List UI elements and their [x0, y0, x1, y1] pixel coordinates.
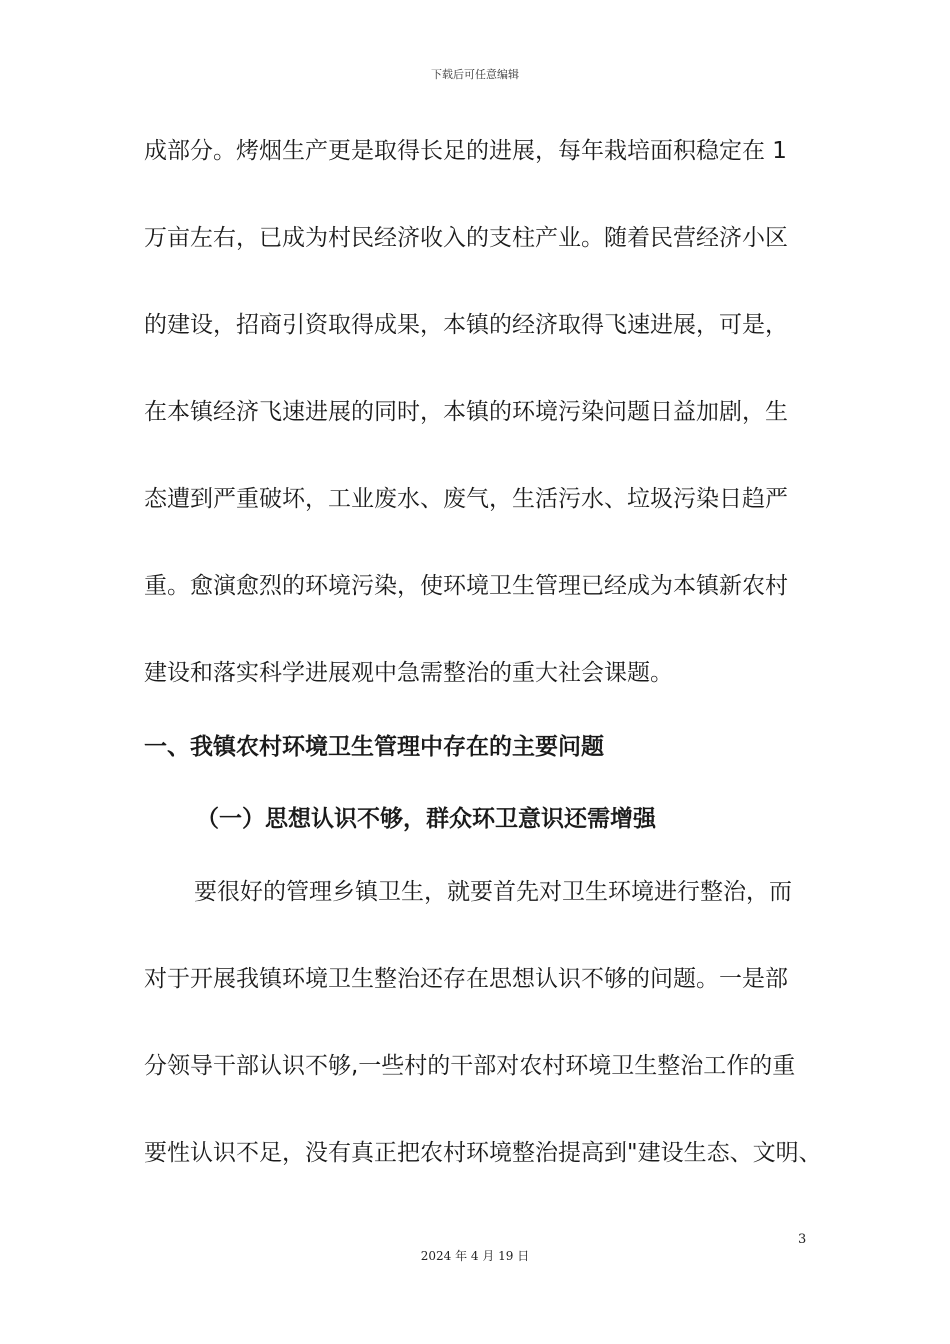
body-line-5: 态遭到严重破坏，工业废水、废气，生活污水、垃圾污染日趋严 [144, 486, 788, 512]
section-heading: 一、我镇农村环境卫生管理中存在的主要问题 [144, 734, 604, 760]
para2-line-1: 要很好的管理乡镇卫生，就要首先对卫生环境进行整治，而 [194, 879, 792, 905]
header-note: 下载后可任意编辑 [431, 68, 519, 81]
body-line-2: 万亩左右，已成为村民经济收入的支柱产业。随着民营经济小区 [144, 225, 788, 251]
para2-line-4: 要性认识不足，没有真正把农村环境整治提高到"建设生态、文明、 [144, 1140, 822, 1166]
footer-date: 2024 年 4 月 19 日 [420, 1249, 530, 1263]
body-line-1: 成部分。烤烟生产更是取得长足的进展，每年栽培面积稳定在 1 [144, 138, 787, 164]
para2-line-3: 分领导干部认识不够,一些村的干部对农村环境卫生整治工作的重 [144, 1053, 796, 1079]
body-line-4: 在本镇经济飞速进展的同时，本镇的环境污染问题日益加剧，生 [144, 399, 788, 425]
body-line-7: 建设和落实科学进展观中急需整治的重大社会课题。 [144, 660, 673, 686]
subsection-heading: （一）思想认识不够，群众环卫意识还需增强 [196, 806, 656, 832]
body-line-6: 重。愈演愈烈的环境污染，使环境卫生管理已经成为本镇新农村 [144, 573, 788, 599]
body-line-3: 的建设，招商引资取得成果，本镇的经济取得飞速进展，可是， [144, 312, 788, 338]
para2-line-2: 对于开展我镇环境卫生整治还存在思想认识不够的问题。一是部 [144, 966, 788, 992]
page-number: 3 [798, 1232, 807, 1247]
